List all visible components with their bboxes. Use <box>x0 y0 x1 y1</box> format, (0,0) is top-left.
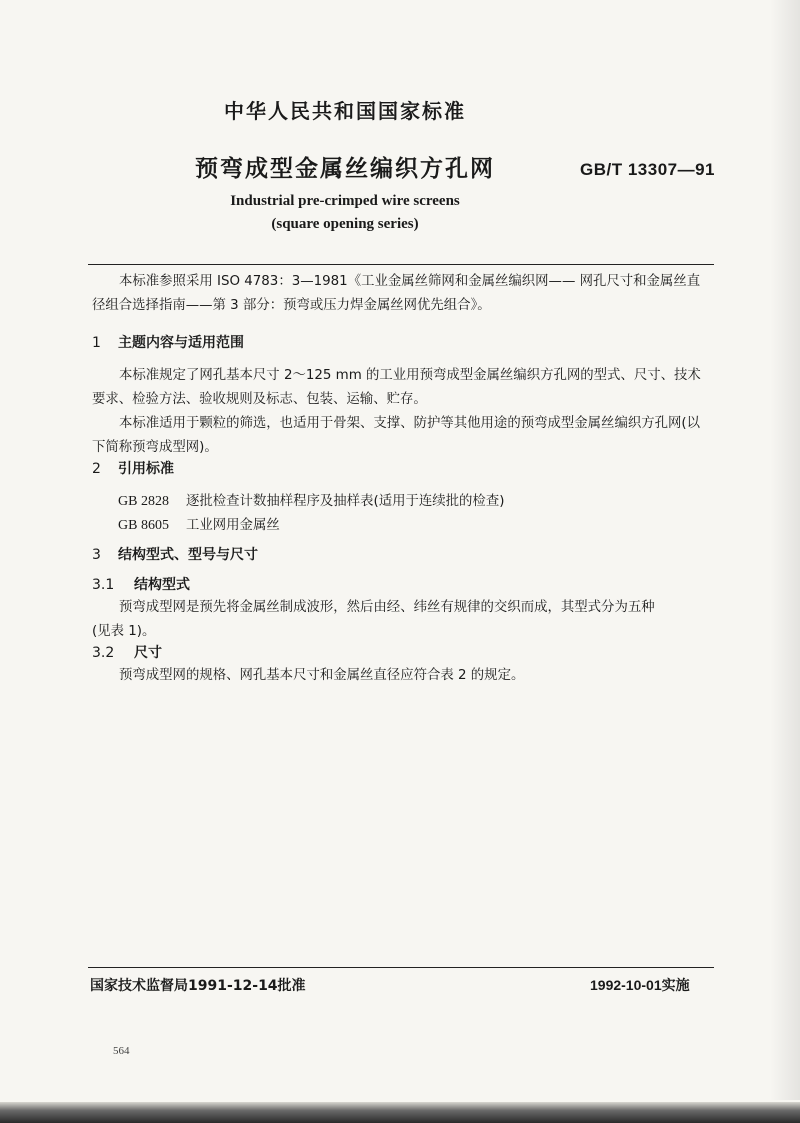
section-3-number: 3 <box>92 547 101 563</box>
english-title: Industrial pre-crimped wire screens <box>230 193 460 209</box>
section-3-2-title: 尺寸 <box>134 645 162 661</box>
reference-code: GB 2828 <box>118 494 169 509</box>
reference-text: 工业网用金属丝 <box>186 518 280 533</box>
section-2-heading <box>92 458 174 478</box>
effective-info <box>590 975 690 995</box>
scan-shadow <box>770 0 800 1100</box>
section-3-1-title: 结构型式 <box>134 577 190 593</box>
section-3-1-line-2: (见表 1)。 <box>92 624 156 639</box>
section-3-2-line-1: 预弯成型网的规格、网孔基本尺寸和金属丝直径应符合表 2 的规定。 <box>119 668 525 683</box>
section-3-1-heading <box>92 574 190 594</box>
section-1-p1-line-2: 要求、检验方法、验收规则及标志、包装、运输、贮存。 <box>92 392 427 407</box>
header-rule <box>88 264 714 265</box>
intro-line-2: 径组合选择指南——第 3 部分：预弯或压力焊金属丝网优先组合》。 <box>92 298 491 313</box>
section-1-number: 1 <box>92 335 101 351</box>
intro-line-1: 本标准参照采用 ISO 4783：3—1981《工业金属丝筛网和金属丝编织网—— 网孔尺寸和金属丝直 <box>119 274 701 289</box>
effective-label: 实施 <box>661 978 690 994</box>
section-1-p2-line-2: 下简称预弯成型网)。 <box>92 440 218 455</box>
section-3-heading <box>92 544 258 564</box>
approval-info: 国家技术监督局1991-12-14批准 <box>90 978 306 994</box>
reference-text: 逐批检查计数抽样程序及抽样表(适用于连续批的检查) <box>186 494 505 509</box>
section-3-1-line-1: 预弯成型网是预先将金属丝制成波形，然后由经、纬丝有规律的交织而成，其型式分为五种 <box>119 600 655 615</box>
effective-date: 1992-10-01 <box>590 977 662 993</box>
standard-code: GB/T 13307—91 <box>580 160 716 179</box>
page-number: 564 <box>113 1045 130 1057</box>
section-2-title: 引用标准 <box>118 461 174 477</box>
scan-border <box>0 1102 800 1123</box>
section-1-p1-line-1: 本标准规定了网孔基本尺寸 2～125 mm 的工业用预弯成型金属丝编织方孔网的型式、尺寸、技术 <box>119 368 701 383</box>
section-1-title: 主题内容与适用范围 <box>118 335 244 351</box>
national-standard-heading: 中华人民共和国国家标准 <box>224 99 466 123</box>
section-2-number: 2 <box>92 461 101 477</box>
section-3-2-number: 3.2 <box>92 645 115 661</box>
footer-rule <box>88 967 714 968</box>
section-1-p2-line-1: 本标准适用于颗粒的筛选，也适用于骨架、支撑、防护等其他用途的预弯成型金属丝编织方孔网(以 <box>119 416 701 431</box>
section-1-heading <box>92 332 244 352</box>
reference-code: GB 8605 <box>118 518 169 533</box>
english-subtitle: (square opening series) <box>271 216 419 232</box>
reference-item <box>118 490 504 510</box>
section-3-2-heading <box>92 642 162 662</box>
section-3-1-number: 3.1 <box>92 577 115 593</box>
reference-item <box>118 514 280 534</box>
document-title: 预弯成型金属丝编织方孔网 <box>195 156 495 182</box>
section-3-title: 结构型式、型号与尺寸 <box>118 547 258 563</box>
